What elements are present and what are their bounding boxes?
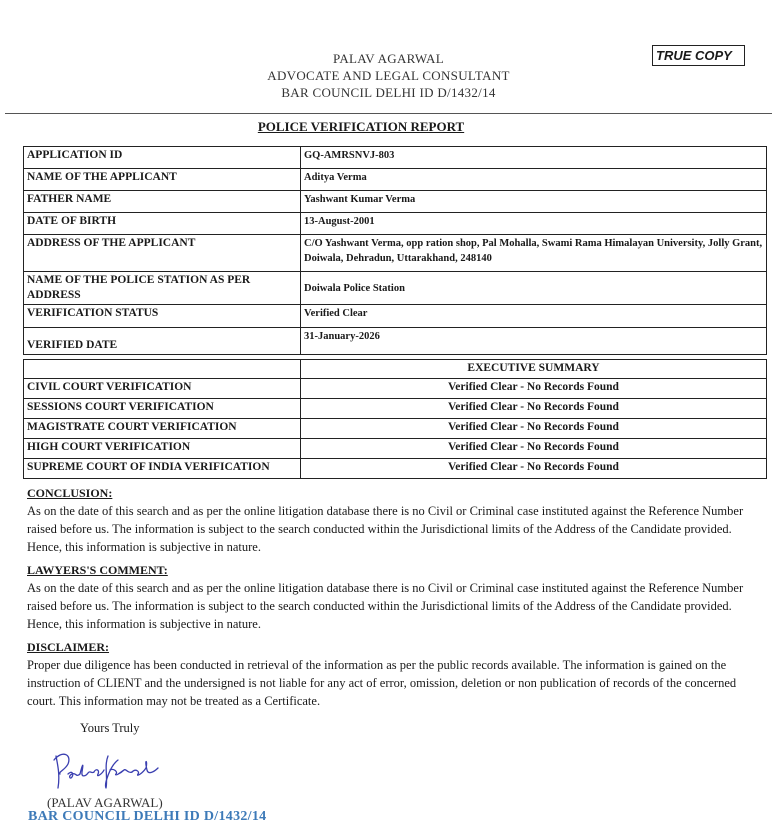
row-value: Verified Clear - No Records Found [301, 399, 767, 419]
details-table [23, 146, 767, 355]
lawyers-comment-section [27, 561, 762, 633]
table-row [24, 272, 767, 305]
conclusion-label: CONCLUSION: [27, 486, 113, 500]
row-value: 13-August-2001 [301, 213, 767, 235]
row-value: Doiwala Police Station [301, 272, 767, 305]
table-row [24, 147, 767, 169]
row-value: Verified Clear - No Records Found [301, 419, 767, 439]
row-label: VERIFICATION STATUS [24, 305, 301, 328]
lawyers-comment-label: LAWYERS'S COMMENT: [27, 563, 168, 577]
table-row [24, 191, 767, 213]
report-title: POLICE VERIFICATION REPORT [257, 119, 465, 134]
table-row [24, 419, 767, 439]
signature [48, 744, 163, 792]
row-label: NAME OF THE APPLICANT [24, 169, 301, 191]
row-value: Verified Clear [301, 305, 767, 328]
row-value: Aditya Verma [301, 169, 767, 191]
advocate-name: PALAV AGARWAL [333, 51, 444, 66]
table-row [24, 169, 767, 191]
table-row [24, 459, 767, 479]
row-label: SUPREME COURT OF INDIA VERIFICATION [24, 459, 301, 479]
table-row [24, 379, 767, 399]
row-label: NAME OF THE POLICE STATION AS PER ADDRESS [24, 272, 301, 305]
table-row [24, 213, 767, 235]
row-label: APPLICATION ID [24, 147, 301, 169]
disclaimer-text: Proper due diligence has been conducted in retrieval of the information as per the public records available. The information is gained on the instruction of CLIENT and the undersigned is not liable for any act of error, omission, deletion or non publication of records of the concerned court. This information may not be treated as a Certificate. [27, 658, 737, 708]
executive-summary-heading: EXECUTIVE SUMMARY [301, 360, 767, 379]
signatory-name: (PALAV AGARWAL) [47, 795, 163, 810]
executive-summary-table [23, 359, 767, 479]
table-row [24, 399, 767, 419]
row-value: Verified Clear - No Records Found [301, 459, 767, 479]
row-label: ADDRESS OF THE APPLICANT [24, 235, 301, 272]
row-value: Verified Clear - No Records Found [301, 439, 767, 459]
row-label: CIVIL COURT VERIFICATION [24, 379, 301, 399]
row-label: HIGH COURT VERIFICATION [24, 439, 301, 459]
table-row [24, 305, 767, 328]
row-value: Yashwant Kumar Verma [301, 191, 767, 213]
table-row [24, 328, 767, 355]
disclaimer-label: DISCLAIMER: [27, 640, 110, 654]
row-value: C/O Yashwant Verma, opp ration shop, Pal Mohalla, Swami Rama Himalayan University, Jolly Grant, Doiwala, Dehradun, Uttarakhand, 248140 [301, 235, 767, 272]
table-header-row [24, 360, 767, 379]
conclusion-text: As on the date of this search and as per the online litigation database there is no Civil or Criminal case instituted against the Reference Number raised before us. The information is subject to the search conducted within the Jurisdictional limits of the Address of the Candidate provided. Hence, this information is subjective in nature. [27, 504, 744, 554]
signatory-bar-id: BAR COUNCIL DELHI ID D/1432/14 [28, 809, 267, 824]
header-divider [5, 113, 772, 114]
row-label: MAGISTRATE COURT VERIFICATION [24, 419, 301, 439]
row-value: 31-January-2026 [301, 328, 767, 355]
row-value: GQ-AMRSNVJ-803 [301, 147, 767, 169]
advocate-bar-id: BAR COUNCIL DELHI ID D/1432/14 [281, 85, 496, 100]
row-label: VERIFIED DATE [24, 328, 301, 355]
row-label: SESSIONS COURT VERIFICATION [24, 399, 301, 419]
true-copy-stamp: TRUE COPY [652, 45, 745, 66]
row-label: DATE OF BIRTH [24, 213, 301, 235]
row-label: FATHER NAME [24, 191, 301, 213]
advocate-role: ADVOCATE AND LEGAL CONSULTANT [267, 68, 510, 83]
table-row [24, 235, 767, 272]
row-value: Verified Clear - No Records Found [301, 379, 767, 399]
yours-truly: Yours Truly [80, 721, 140, 735]
lawyers-comment-text: As on the date of this search and as per the online litigation database there is no Civil or Criminal case instituted against the Reference Number raised before us. The information is subject to the search conducted within the Jurisdictional limits of the Address of the Candidate provided. Hence, this information is subjective in nature. [27, 581, 744, 631]
disclaimer-section [27, 638, 762, 710]
table-row [24, 439, 767, 459]
conclusion-section [27, 484, 762, 556]
empty-header-cell [24, 360, 301, 379]
